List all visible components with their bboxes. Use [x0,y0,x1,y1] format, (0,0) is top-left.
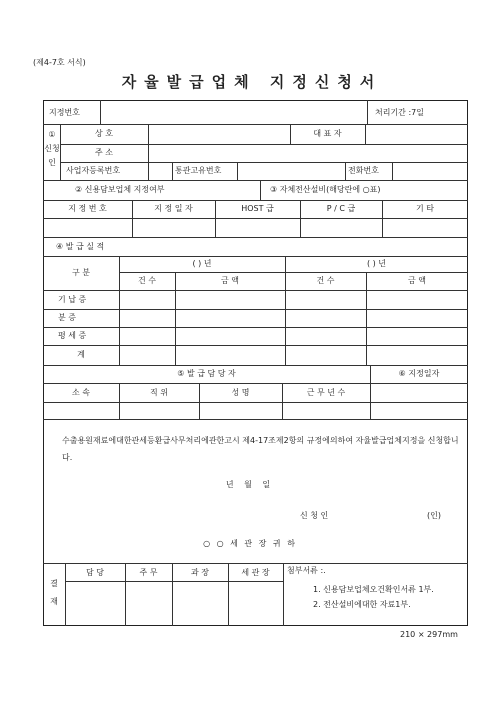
rule [65,581,283,582]
issuance-section-label: ④ 발 급 실 적 [56,242,105,251]
customs-code-label: 통관고유번호 [175,166,222,175]
rule [172,162,173,180]
designation-date-label: ⑥ 지정일자 [398,369,440,378]
col-host: HOST 급 [241,204,274,213]
address-label: 주 소 [95,148,113,157]
declaration-text: 수출용원재료에대한관세등환급사무처리에관한고시 제4-17조제2항의 규정에의하여 자율발급업체지정을 신청합니다. [62,436,459,462]
form-number: (제4-7호 서식) [33,58,86,67]
category-label: 구 분 [72,268,90,277]
col-name: 성 명 [231,388,250,397]
col-years: 근 무 년 수 [306,388,346,397]
col-department: 소 속 [72,388,90,397]
attachment-item: 2. 전산설비에대한 자료1부. [313,600,411,609]
rule [367,100,368,124]
rule [43,383,468,384]
rule [119,272,468,273]
phone-label: 전화번호 [348,166,379,175]
rule [43,200,468,201]
rule [43,365,468,366]
year-label-2: ( ) 년 [366,259,387,268]
rule [43,237,468,238]
rule [43,419,468,420]
rule [43,180,468,181]
rule [237,162,238,180]
col-other: 기 타 [416,204,434,213]
col-customs-chief: 세 관 장 [241,568,270,577]
approval-section-label: 결재 [50,579,58,606]
rule [260,180,261,200]
rule [100,100,101,124]
rule [365,124,366,144]
amount-label-1: 금 액 [221,276,239,285]
rule [392,162,393,180]
row-label: 기 납 증 [58,295,87,304]
processing-period-label: 처리기간 :7일 [375,108,424,117]
col-designation-date: 지 정 일 자 [154,204,193,213]
rule [148,124,149,180]
rule [43,402,468,403]
rule [43,290,468,291]
rule [345,162,346,180]
page-title: 자율발급업체 지정신청서 [121,73,383,91]
attachments-label: 첨부서류 :. [287,566,326,575]
count-label-2: 건 수 [316,276,335,285]
credit-designation-label: ② 신용담보업체 지정여부 [75,185,165,194]
col-designation-no: 지 정 번 호 [68,204,107,213]
attachment-item: 1. 신용담보업체오건확인서류 1부. [313,585,434,594]
rule [43,256,468,257]
col-section-chief: 과 장 [191,568,209,577]
row-label: 계 [77,350,85,359]
representative-label: 대 표 자 [313,129,342,138]
amount-label-2: 금 액 [408,276,426,285]
count-label-1: 건 수 [138,276,156,285]
rule [283,563,284,626]
row-label: 분 증 [58,313,76,322]
rule [60,144,468,145]
rule [43,218,468,219]
seal-mark: (인) [427,511,441,520]
designation-no-label: 지정번호 [49,108,80,117]
rule [43,124,468,125]
rule [43,345,468,346]
addressee: ○ ○ 세 관 장 귀 하 [203,539,297,548]
business-reg-label: 사업자등록번호 [66,166,121,175]
paper-size-note: 210 × 297mm [400,630,458,639]
trade-name-label: 상 호 [95,129,113,138]
rule [119,256,120,365]
applicant-line: 신 청 인 [300,511,329,520]
rule [285,256,286,365]
staff-section-label: ⑤ 발 급 담 당 자 [177,369,236,378]
col-pc: P / C 급 [326,204,356,213]
col-main: 주 무 [139,568,158,577]
date-line: 년 월 일 [225,480,275,489]
rule [60,162,468,163]
rule [43,327,468,328]
applicant-section-label: ① 신청인 [44,130,60,167]
rule [43,563,468,564]
computer-facility-label: ③ 자체전산설비(해당란에 ○표) [270,185,381,194]
row-label: 평 세 증 [58,331,87,340]
year-label-1: ( ) 년 [192,259,212,268]
col-staff: 담 당 [86,568,104,577]
col-position: 직 위 [150,388,168,397]
rule [43,309,468,310]
